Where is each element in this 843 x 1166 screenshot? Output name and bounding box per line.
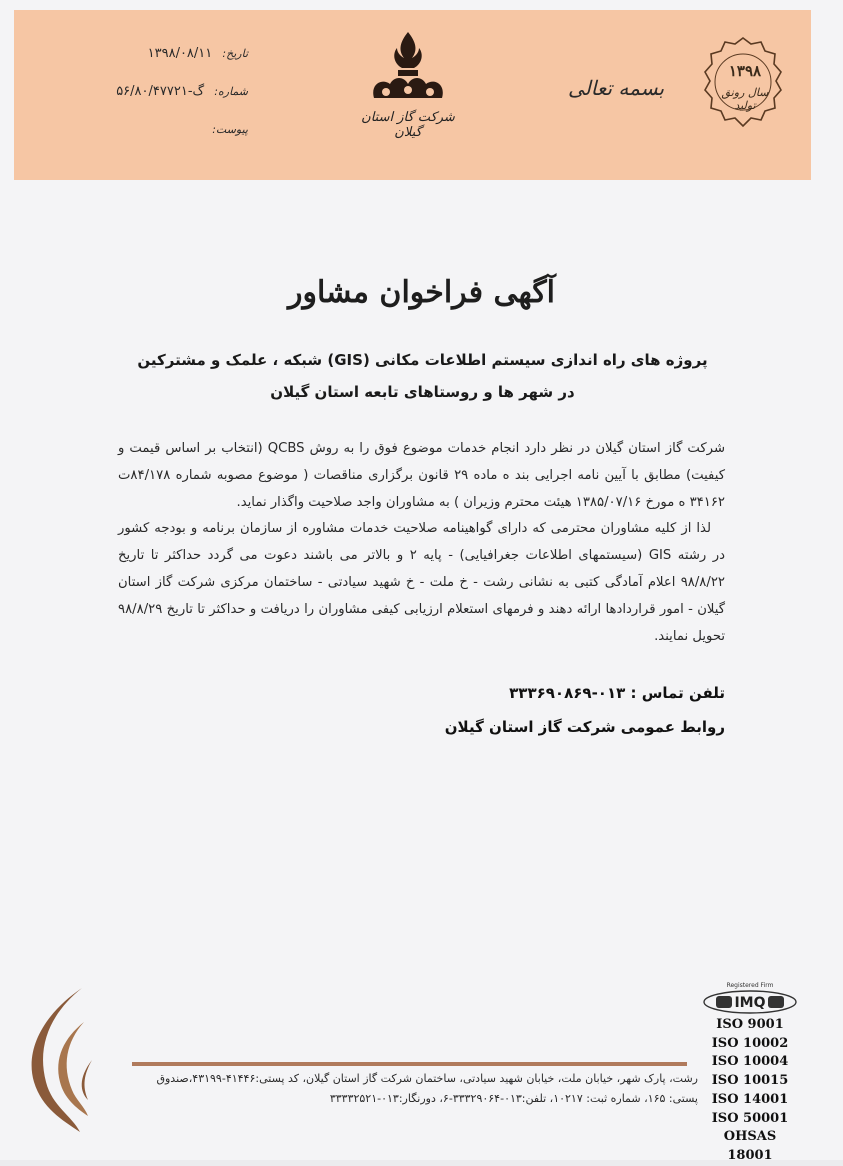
contact-phone: تلفن تماس : ۰۱۳-۳۳۳۶۹۰۸۶۹ xyxy=(509,684,725,702)
flame-emblem-icon xyxy=(22,982,106,1142)
gas-company-logo xyxy=(364,28,452,110)
letter-attachment-row xyxy=(88,122,248,137)
announcement-body xyxy=(118,436,725,650)
certification-item: ISO 10004 xyxy=(711,1054,789,1070)
body-paragraph-2: لذا از کلیه مشاوران محترمی که دارای گواهینامه صلاحیت خدمات مشاوره از سازمان برنامه و بودجه کشور در رشته GIS (سیستمهای اطلاعات جغرافیایی) - پایه ۲ و بالاتر می باشند دعوت می گردد حداکثر تا تاریخ ۹۸/۸/۲۲ اعلام آمادگی کتبی به نشانی رشت - خ ملت - خ شهید سیادتی - ساختمان مرکزی شرکت گاز استان گیلان - امور قراردادها ارائه دهند و فرمهای استعلام ارزیابی کیفی مشاوران را دریافت و حداکثر تا تاریخ ۹۸/۸/۲۹ تحویل نمایند. xyxy=(118,521,725,644)
date-label: تاریخ: xyxy=(222,47,248,60)
project-subtitle-line1: پروژه های راه اندازی سیستم اطلاعات مکانی (GIS) شبکه ، علمک و مشترکین xyxy=(137,351,708,369)
number-label: شماره: xyxy=(214,85,248,98)
attachment-label: پیوست: xyxy=(212,123,248,136)
imq-small-label: Registered Firm xyxy=(726,982,774,989)
project-subtitle-line2: در شهر ها و روستاهای تابعه استان گیلان xyxy=(270,383,575,401)
body-paragraph-1: شرکت گاز استان گیلان در نظر دارد انجام خدمات موضوع فوق را به روش QCBS (انتخاب بر اساس قیمت و کیفیت) مطابق با آیین نامه اجرایی بند ه ماده ۲۹ قانون برگزاری مناقصات ( موضوع مصوبه شماره ۸۴/۱۷۸ت ۳۴۱۶۲ ه مورخ ۱۳۸۵/۰۷/۱۶ هیئت محترم وزیران ) به مشاوران واجد صلاحیت واگذار نماید. xyxy=(118,441,725,510)
letter-number-row xyxy=(88,84,248,99)
letter-date-row xyxy=(88,46,248,61)
imq-label: IMQ xyxy=(734,995,766,1011)
footer-address-line1: رشت، پارک شهر، خیابان ملت، خیابان شهید سیادتی، ساختمان شرکت گاز استان گیلان، کد پستی:۴۱۴۴۶-۴۳۱۹۹،صندوق xyxy=(156,1072,698,1085)
seal-year: ۱۳۹۸ xyxy=(728,62,762,80)
footer-address-line2: پستی: ۱۶۵، شماره ثبت: ۱۰۲۱۷، تلفن:۰۱۳-۳۳۳۲۹۰۶۴-۶، دورنگار:۰۱۳-۳۳۳۳۲۵۲۱ xyxy=(329,1092,698,1105)
certification-item: ISO 10015 xyxy=(711,1073,789,1089)
imq-registered-firm-mark xyxy=(700,980,800,1014)
certification-list xyxy=(700,1016,800,1166)
certification-item: ISO 50001 xyxy=(711,1110,789,1126)
certification-item: OHSAS 18001 xyxy=(723,1129,777,1163)
year-slogan-seal xyxy=(703,34,783,132)
seal-slogan: سال رونق تولید xyxy=(721,86,769,112)
certification-item: ISO 9001 xyxy=(716,1017,784,1032)
certification-item: ISO 14001 xyxy=(711,1091,789,1107)
company-logo-text: شرکت گاز استان گیلان xyxy=(361,110,455,140)
number-value: گ-۵۶/۸۰/۴۷۷۲۱ xyxy=(116,84,205,99)
basmala: بسمه تعالی xyxy=(568,76,665,100)
date-value: ۱۳۹۸/۰۸/۱۱ xyxy=(147,46,213,61)
public-relations-signature: روابط عمومی شرکت گاز استان گیلان xyxy=(444,718,725,736)
announcement-title: آگهی فراخوان مشاور xyxy=(288,275,555,310)
footer-divider xyxy=(132,1062,687,1066)
certification-item: ISO 10002 xyxy=(711,1035,789,1051)
